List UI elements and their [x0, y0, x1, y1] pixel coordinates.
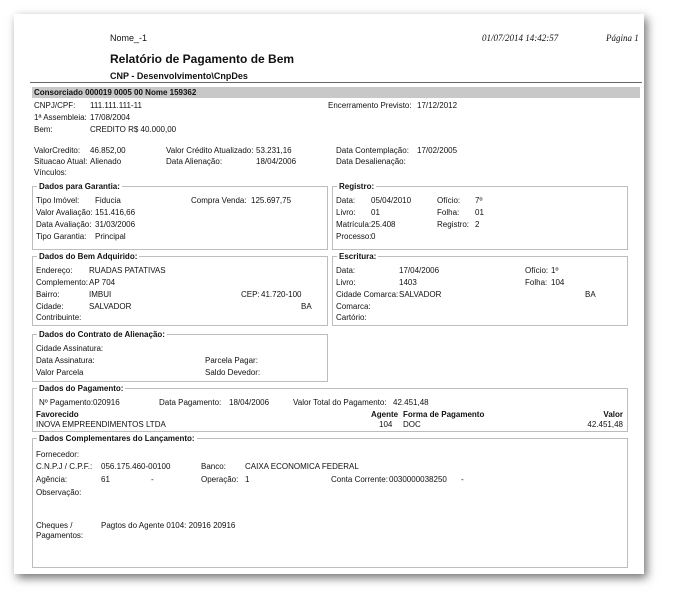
comp-cnpj-value: 056.175.460-00100 — [101, 462, 171, 471]
registro-folha-label: Folha: — [437, 208, 460, 217]
escritura-livro-label: Livro: — [336, 278, 356, 287]
comarca-label: Comarca: — [336, 302, 371, 311]
observacao-label: Observação: — [36, 488, 82, 497]
contrato-title: Dados do Contrato de Alienação: — [39, 330, 165, 339]
endereco-label: Endereço: — [36, 266, 73, 275]
cartorio-label: Cartório: — [336, 313, 367, 322]
cidade-comarca-value: SALVADOR — [399, 290, 442, 299]
fornecedor-label: Fornecedor: — [36, 450, 80, 459]
parcela-pagar-label: Parcela Pagar: — [205, 356, 258, 365]
escritura-title: Escritura: — [339, 252, 377, 261]
registro-section — [332, 182, 628, 250]
banco-label: Banco: — [201, 462, 226, 471]
data-desalienacao-label: Data Desalienação: — [336, 157, 406, 166]
bem-adquirido-section — [32, 252, 328, 326]
numero-pagamento-value: 020916 — [93, 398, 120, 407]
cnpj-value: 111.111.111-11 — [90, 101, 142, 110]
agencia-dv: - — [151, 475, 154, 484]
numero-pagamento-label: Nº Pagamento: — [39, 398, 94, 407]
report-title: Relatório de Pagamento de Bem — [110, 52, 295, 66]
bem-uf-value: BA — [301, 302, 312, 311]
comp-cnpj-label: C.N.P.J / C.P.F.: — [36, 462, 93, 471]
escritura-data-label: Data: — [336, 266, 356, 275]
tipo-garantia-value: Principal — [95, 232, 126, 241]
agencia-value: 61 — [101, 475, 110, 484]
registro-data-label: Data: — [336, 196, 356, 205]
cheques-label-line2: Pagamentos: — [36, 531, 84, 540]
operacao-value: 1 — [245, 475, 250, 484]
bairro-value: IMBUI — [89, 290, 112, 299]
valor-credito-value: 46.852,00 — [90, 146, 126, 155]
endereco-value: RUADAS PATATIVAS — [89, 266, 166, 275]
escritura-oficio-label: Ofício: — [525, 266, 549, 275]
encerramento-label: Encerramento Previsto: — [328, 101, 412, 110]
report-page — [14, 14, 644, 574]
cidade-comarca-label: Cidade Comarca: — [336, 290, 399, 299]
registro-registro-label: Registro: — [437, 220, 470, 229]
valor-avaliacao-value: 151.416,66 — [95, 208, 136, 217]
situacao-value: Alienado — [90, 157, 122, 166]
escritura-oficio-value: 1º — [551, 266, 559, 275]
row-favorecido: INOVA EMPREENDIMENTOS LTDA — [36, 420, 166, 429]
bairro-label: Bairro: — [36, 290, 60, 299]
registro-folha-value: 01 — [475, 208, 484, 217]
assembleia-label: 1ª Assembleia: — [34, 113, 87, 122]
contribuinte-label: Contribuinte: — [36, 313, 82, 322]
col-forma-pagamento: Forma de Pagamento — [403, 410, 485, 419]
cidade-label: Cidade: — [36, 302, 64, 311]
registro-data-value: 05/04/2010 — [371, 196, 412, 205]
registro-livro-label: Livro: — [336, 208, 356, 217]
valor-atualizado-value: 53.231,16 — [256, 146, 292, 155]
garantia-title: Dados para Garantia: — [39, 182, 120, 191]
data-alienacao-value: 18/04/2006 — [256, 157, 297, 166]
data-contemplacao-value: 17/02/2005 — [417, 146, 458, 155]
data-pagamento-label: Data Pagamento: — [159, 398, 222, 407]
data-pagamento-value: 18/04/2006 — [229, 398, 270, 407]
contrato-section — [32, 330, 328, 382]
pagamento-section — [32, 384, 628, 432]
total-pagamento-label: Valor Total do Pagamento: — [293, 398, 387, 407]
cheques-label-line1: Cheques / — [36, 521, 73, 530]
valor-avaliacao-label: Valor Avaliação: — [36, 208, 93, 217]
encerramento-value: 17/12/2012 — [417, 101, 458, 110]
escritura-data-value: 17/04/2006 — [399, 266, 440, 275]
data-contemplacao-label: Data Contemplação: — [336, 146, 409, 155]
conta-dv: - — [461, 475, 464, 484]
tipo-imovel-value: Fiducia — [95, 196, 121, 205]
data-alienacao-label: Data Alienação: — [166, 157, 223, 166]
escritura-uf-value: BA — [585, 290, 596, 299]
col-valor: Valor — [603, 410, 623, 419]
agencia-label: Agência: — [36, 475, 68, 484]
header-divider — [30, 82, 642, 83]
bem-label: Bem: — [34, 125, 53, 134]
complementares-title: Dados Complementares do Lançamento: — [39, 434, 195, 443]
report-nome: Nome_-1 — [110, 33, 148, 43]
data-avaliacao-value: 31/03/2006 — [95, 220, 136, 229]
tipo-garantia-label: Tipo Garantia: — [36, 232, 87, 241]
valor-parcela-label: Valor Parcela — [36, 368, 84, 377]
registro-oficio-label: Ofício: — [437, 196, 461, 205]
data-assinatura-label: Data Assinatura: — [36, 356, 95, 365]
pagamento-title: Dados do Pagamento: — [39, 384, 124, 393]
cnpj-label: CNPJ/CPF: — [34, 101, 76, 110]
valor-atualizado-label: Valor Crédito Atualizado: — [166, 146, 254, 155]
escritura-livro-value: 1403 — [399, 278, 417, 287]
escritura-folha-label: Folha: — [525, 278, 548, 287]
registro-title: Registro: — [339, 182, 375, 191]
valor-credito-label: ValorCredito: — [34, 146, 81, 155]
total-pagamento-value: 42.451,48 — [393, 398, 429, 407]
complemento-label: Complemento: — [36, 278, 89, 287]
registro-processo-label: Processo: — [336, 232, 372, 241]
registro-matricula-label: Matrícula: — [336, 220, 372, 229]
compra-venda-label: Compra Venda: — [191, 196, 247, 205]
consorciado-bar: Consorciado 000019 0005 00 Nome 159362 — [32, 87, 640, 98]
row-agente: 104 — [379, 420, 393, 429]
cidade-assinatura-label: Cidade Assinatura: — [36, 344, 104, 353]
data-avaliacao-label: Data Avaliação: — [36, 220, 92, 229]
escritura-folha-value: 104 — [551, 278, 565, 287]
operacao-label: Operação: — [201, 475, 239, 484]
cidade-value: SALVADOR — [89, 302, 132, 311]
escritura-section — [332, 252, 628, 326]
col-favorecido: Favorecido — [36, 410, 79, 419]
row-forma: DOC — [403, 420, 421, 429]
saldo-devedor-label: Saldo Devedor: — [205, 368, 261, 377]
bem-adquirido-title: Dados do Bem Adquirido: — [39, 252, 138, 261]
complementares-section — [32, 434, 628, 568]
report-timestamp: 01/07/2014 14:42:57 — [482, 33, 559, 43]
conta-value: 0030000038250 — [389, 475, 447, 484]
cheques-value: Pagtos do Agente 0104: 20916 20916 — [101, 521, 236, 530]
conta-label: Conta Corrente: — [331, 475, 388, 484]
registro-livro-value: 01 — [371, 208, 380, 217]
registro-registro-value: 2 — [475, 220, 480, 229]
col-agente: Agente — [371, 410, 399, 419]
situacao-label: Situacao Atual: — [34, 157, 88, 166]
vinculos-label: Vínculos: — [34, 168, 67, 177]
banco-value: CAIXA ECONOMICA FEDERAL — [245, 462, 359, 471]
report-subtitle: CNP - Desenvolvimento\CnpDes — [110, 71, 248, 81]
page-number: Página 1 — [606, 33, 639, 43]
garantia-section — [32, 182, 328, 250]
registro-matricula-value: 25.408 — [371, 220, 396, 229]
bem-value: CREDITO R$ 40.000,00 — [90, 125, 177, 134]
registro-oficio-value: 7º — [475, 196, 483, 205]
compra-venda-value: 125.697,75 — [251, 196, 292, 205]
assembleia-value: 17/08/2004 — [90, 113, 131, 122]
row-valor: 42.451,48 — [587, 420, 623, 429]
cep-value: 41.720-100 — [261, 290, 302, 299]
complemento-value: AP 704 — [89, 278, 116, 287]
cep-label: CEP: — [241, 290, 260, 299]
registro-processo-value: 0 — [371, 232, 376, 241]
tipo-imovel-label: Tipo Imóvel: — [36, 196, 80, 205]
